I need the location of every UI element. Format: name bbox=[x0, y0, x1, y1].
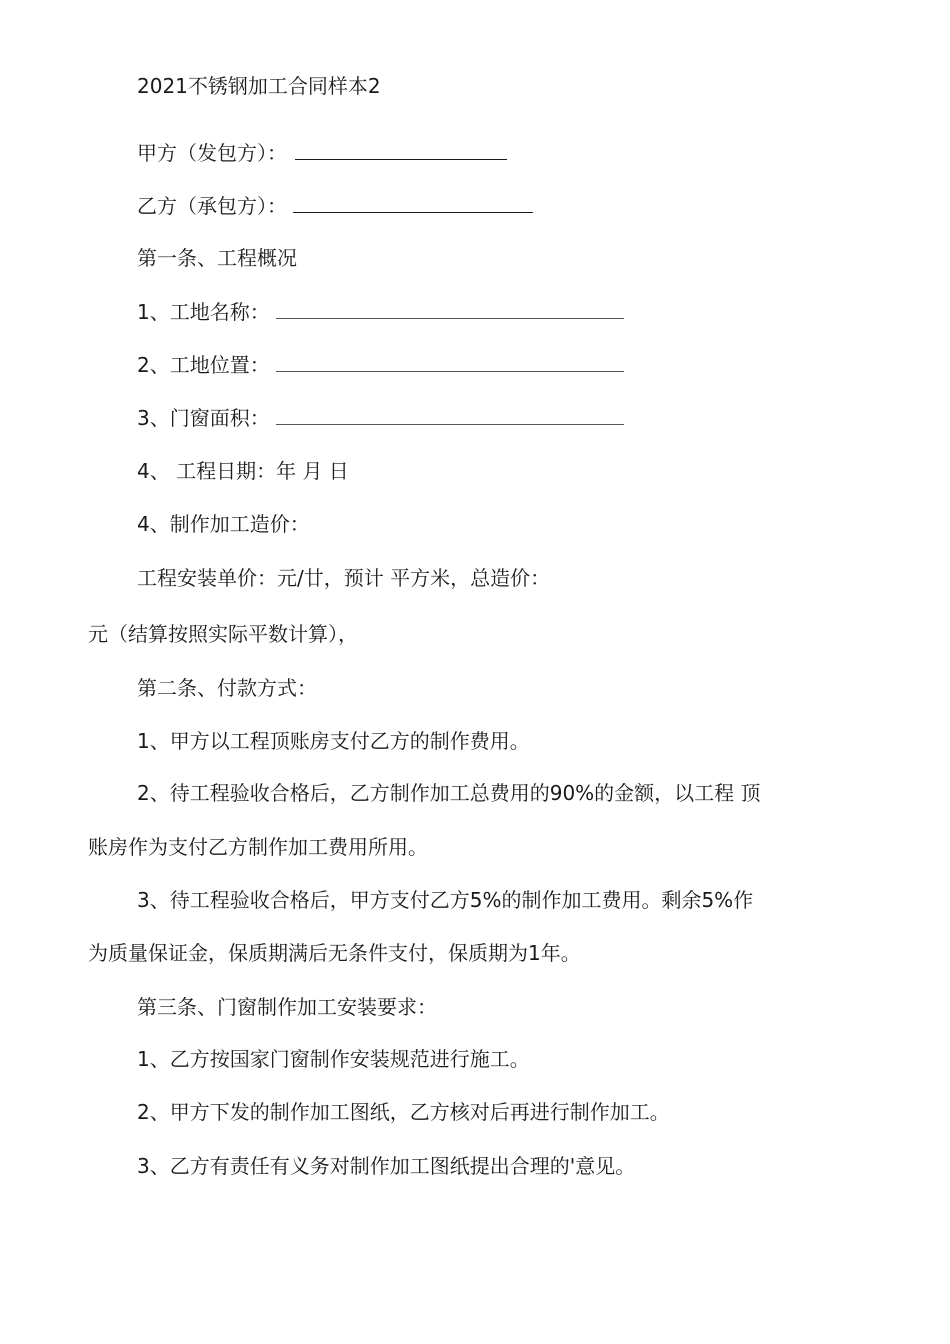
party-a-blank bbox=[295, 139, 507, 160]
window-area-line bbox=[137, 404, 624, 431]
article2-item3-line2: 为质量保证金，保质期满后无条件支付，保质期为1年。 bbox=[88, 941, 581, 965]
window-area-label: 3、门窗面积： bbox=[137, 406, 270, 430]
article3-item3: 3、乙方有责任有义务对制作加工图纸提出合理的'意见。 bbox=[137, 1154, 636, 1178]
settlement-line: 元（结算按照实际平数计算）， bbox=[88, 622, 358, 646]
article2-item2-line1: 2、待工程验收合格后，乙方制作加工总费用的90%的金额，以工程 顶 bbox=[137, 781, 761, 805]
site-name-line bbox=[137, 298, 624, 325]
unit-price-line: 工程安装单价：元/廿，预计 平方米，总造价： bbox=[137, 566, 551, 590]
site-location-blank bbox=[276, 351, 624, 372]
site-location-line bbox=[137, 351, 624, 378]
site-name-blank bbox=[276, 298, 624, 319]
article3-item1: 1、乙方按国家门窗制作安装规范进行施工。 bbox=[137, 1047, 530, 1071]
article2-item3-line1: 3、待工程验收合格后，甲方支付乙方5%的制作加工费用。剩余5%作 bbox=[137, 888, 754, 912]
article3-heading: 第三条、门窗制作加工安装要求： bbox=[137, 995, 437, 1019]
party-a-line bbox=[137, 139, 507, 166]
window-area-blank bbox=[276, 404, 624, 425]
article1-heading: 第一条、工程概况 bbox=[137, 246, 297, 270]
party-b-line bbox=[137, 192, 533, 219]
project-date-line: 4、 工程日期：年 月 日 bbox=[137, 459, 349, 483]
article2-heading: 第二条、付款方式： bbox=[137, 676, 317, 700]
article3-item2: 2、甲方下发的制作加工图纸，乙方核对后再进行制作加工。 bbox=[137, 1100, 670, 1124]
cost-heading: 4、制作加工造价： bbox=[137, 512, 310, 536]
site-name-label: 1、工地名称： bbox=[137, 300, 270, 324]
site-location-label: 2、工地位置： bbox=[137, 353, 270, 377]
document-title: 2021不锈钢加工合同样本2 bbox=[137, 74, 381, 98]
article2-item2-line2: 账房作为支付乙方制作加工费用所用。 bbox=[88, 835, 428, 859]
party-b-blank bbox=[293, 192, 533, 213]
article2-item1: 1、甲方以工程顶账房支付乙方的制作费用。 bbox=[137, 729, 530, 753]
party-b-label: 乙方（承包方）： bbox=[137, 194, 287, 218]
party-a-label: 甲方（发包方）： bbox=[137, 141, 287, 165]
